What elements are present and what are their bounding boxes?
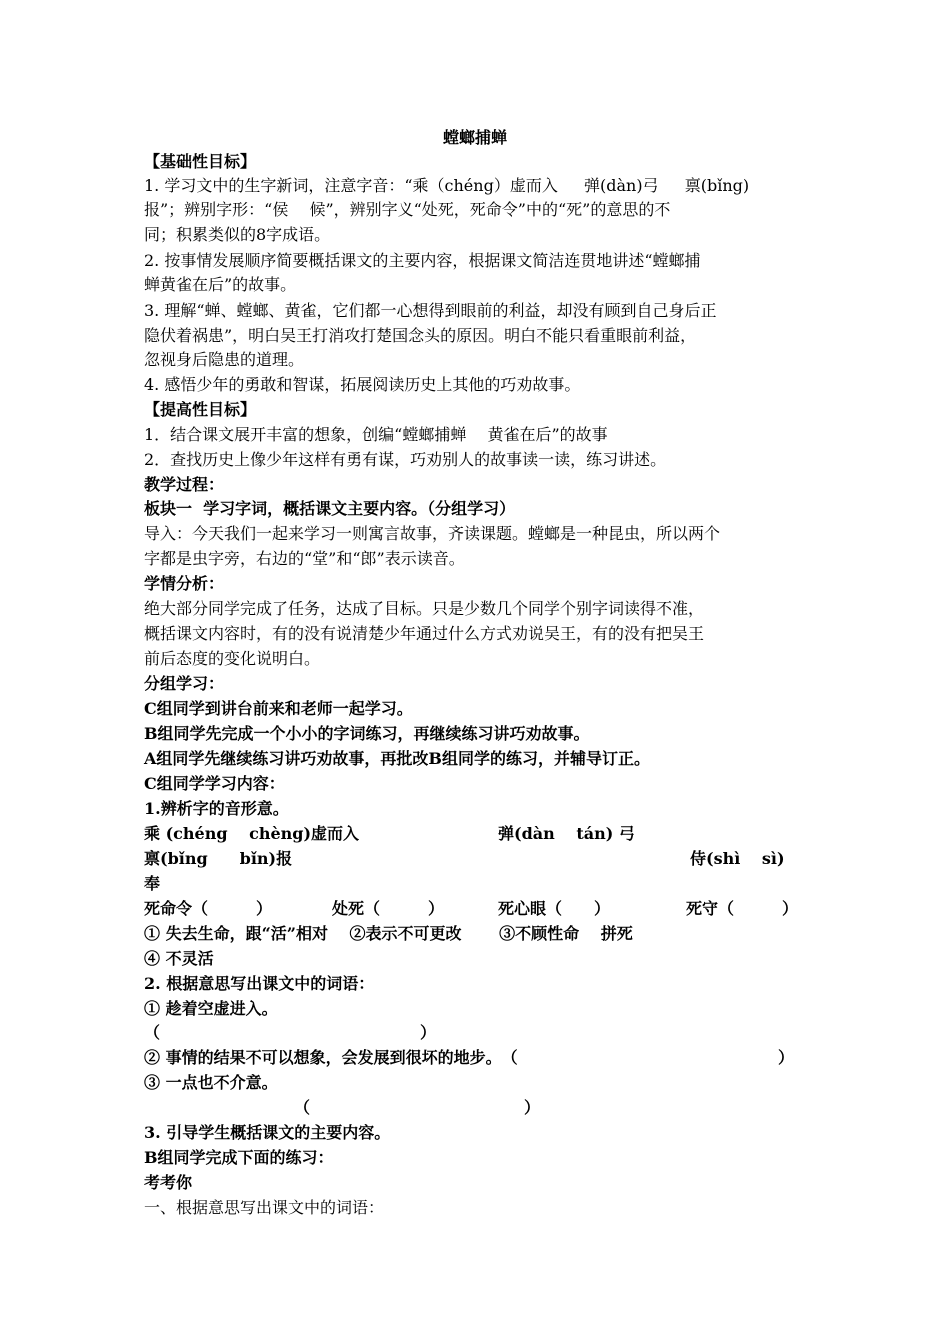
exercise-dan: 弹(dàn tán) 弓 xyxy=(498,824,635,843)
text-line: 1.辨析字的音形意。 xyxy=(144,799,289,818)
text-line: 3. 理解“蝉、螳螂、黄雀，它们都一心想得到眼前的利益，却没有顾到自己身后正 xyxy=(144,301,717,320)
text-line: 1．结合课文展开丰富的想象，创编“螳螂捕蝉 黄雀在后”的故事 xyxy=(144,425,608,444)
text-line: 同；积累类似的8字成语。 xyxy=(144,225,331,244)
exercise-si-1: 死命令（ ） xyxy=(144,899,273,918)
text-line: 一、根据意思写出课文中的词语： xyxy=(144,1198,385,1217)
section-teaching-process: 教学过程： xyxy=(144,475,225,494)
text-line: C组同学学习内容： xyxy=(144,774,285,793)
exercise-shi: 侍(shì sì) xyxy=(690,849,785,868)
text-line: 导入：今天我们一起来学习一则寓言故事，齐读课题。螳螂是一种昆虫，所以两个 xyxy=(144,524,721,543)
section-block-one: 板块一 学习字词，概括课文主要内容。（分组学习） xyxy=(144,499,516,518)
section-group-study: 分组学习： xyxy=(144,674,225,693)
section-analysis: 学情分析： xyxy=(144,574,225,593)
exercise-q2c: ③ 一点也不介意。 xyxy=(144,1073,278,1092)
section-basic-goals: 【基础性目标】 xyxy=(144,152,257,171)
answer-blank-close: ） xyxy=(420,1023,437,1042)
exercise-si-2: 处死（ ） xyxy=(332,899,445,918)
answer-blank-close: ） xyxy=(524,1098,541,1117)
text-line: 4. 感悟少年的勇敢和智谋，拓展阅读历史上其他的巧劝故事。 xyxy=(144,375,581,394)
text-line: A组同学先继续练习讲巧劝故事，再批改B组同学的练习，并辅导订正。 xyxy=(144,749,650,768)
exercise-q2: 2. 根据意思写出课文中的词语： xyxy=(144,974,375,993)
exercise-bing: 禀(bǐng bǐn)报 xyxy=(144,849,293,868)
text-line: 隐伏着祸患”，明白吴王打消攻打楚国念头的原因。明白不能只看重眼前利益， xyxy=(144,326,697,345)
text-line: 2. 按事情发展顺序简要概括课文的主要内容，根据课文简洁连贯地讲述“螳螂捕 xyxy=(144,251,701,270)
text-line: 忽视身后隐患的道理。 xyxy=(144,350,305,369)
text-line: 前后态度的变化说明白。 xyxy=(144,649,321,668)
text-line: B组同学先完成一个小小的字词练习，再继续练习讲巧劝故事。 xyxy=(144,724,590,743)
exercise-options: ① 失去生命，跟“活”相对 ②表示不可更改 ③不顾性命 拼死 xyxy=(144,924,633,943)
text-line: 字都是虫字旁，右边的“堂”和“郎”表示读音。 xyxy=(144,549,465,568)
exercise-options: ④ 不灵活 xyxy=(144,949,214,968)
section-advanced-goals: 【提高性目标】 xyxy=(144,400,257,419)
exercise-cheng: 乘 (chéng chèng)虚而入 xyxy=(144,824,360,843)
text-line: 绝大部分同学完成了任务，达成了目标。只是少数几个同学个别字词读得不准， xyxy=(144,599,705,618)
exercise-q2b: ② 事情的结果不可以想象，会发展到很坏的地步。 （ xyxy=(144,1048,518,1067)
exercise-q2a: ① 趁着空虚进入。 xyxy=(144,999,278,1018)
text-line: 蝉黄雀在后”的故事。 xyxy=(144,275,297,294)
answer-blank-open: （ xyxy=(294,1098,311,1117)
text-line: 考考你 xyxy=(144,1173,193,1192)
answer-blank-close: ） xyxy=(778,1048,795,1067)
answer-blank-open: （ xyxy=(144,1023,161,1042)
text-line: 概括课文内容时，有的没有说清楚少年通过什么方式劝说吴王，有的没有把吴王 xyxy=(144,624,705,643)
exercise-q3: 3. 引导学生概括课文的主要内容。 xyxy=(144,1123,391,1142)
page-title: 螳螂捕蝉 xyxy=(442,128,507,147)
text-line: 1. 学习文中的生字新词，注意字音：“乘（chéng）虚而入 弹(dàn)弓 禀(bǐng) xyxy=(144,176,750,195)
text-line: 报”；辨别字形：“侯 候”，辨别字义“处死，死命令”中的“死”的意思的不 xyxy=(144,200,671,219)
exercise-feng: 奉 xyxy=(144,874,161,893)
exercise-si-3: 死心眼（ ） xyxy=(498,899,611,918)
text-line: B组同学完成下面的练习： xyxy=(144,1148,334,1167)
exercise-si-4: 死守（ ） xyxy=(686,899,799,918)
text-line: 2．查找历史上像少年这样有勇有谋，巧劝别人的故事读一读，练习讲述。 xyxy=(144,450,667,469)
text-line: C组同学到讲台前来和老师一起学习。 xyxy=(144,699,413,718)
